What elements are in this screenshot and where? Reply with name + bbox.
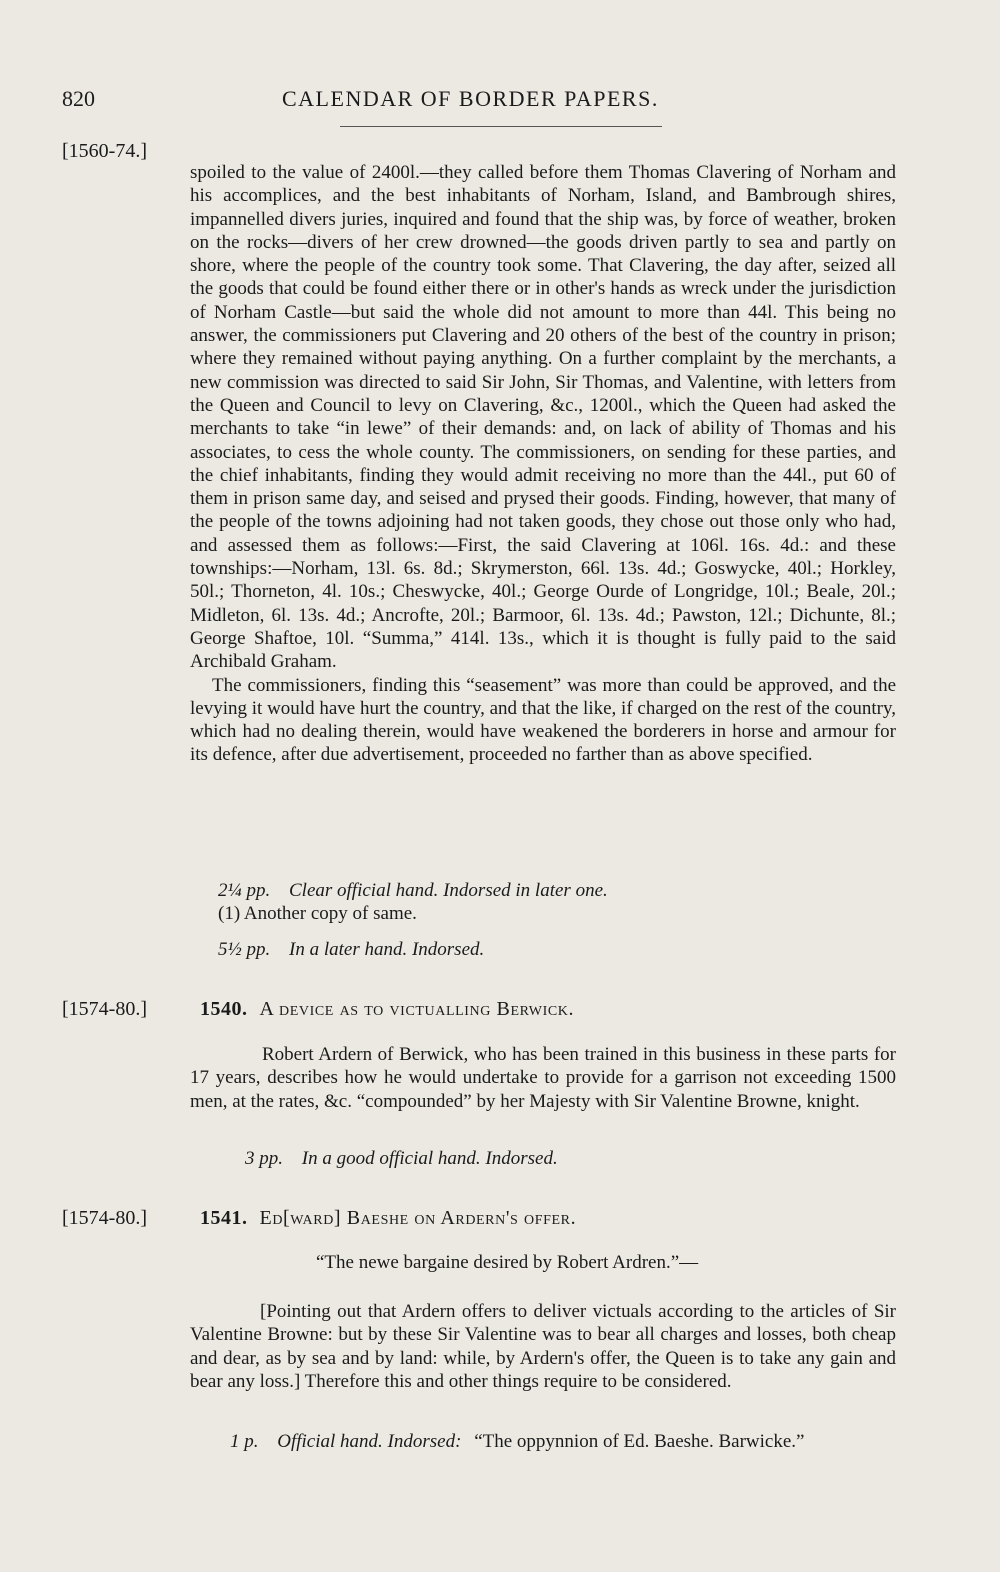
page-number: 820 <box>62 86 95 111</box>
running-head: CALENDAR OF BORDER PAPERS. <box>282 86 659 111</box>
note-pages-1541 <box>190 1430 896 1453</box>
entry-date-1560: [1560-74.] <box>62 140 147 162</box>
paragraph-2: The commissioners, finding this “seasement” was more than could be approved, and the levying it would have hurt the country, and that the like, if charged on the rest of the country, which had no dealing therein, would have weakened the borderers in horse and armour for its defence, after due advertisement, proceeded no farther than as above specified. <box>190 674 896 766</box>
note-pages-2 <box>218 939 484 961</box>
note-pages-1540 <box>245 1148 558 1170</box>
note-pages-count: 2¼ pp. <box>218 880 271 901</box>
entry-number: 1540. <box>200 998 248 1020</box>
entry-date-1541: [1574-80.] <box>62 1207 147 1229</box>
note-pages-count: 3 pp. <box>245 1148 283 1169</box>
note-pages-desc: Official hand. Indorsed: <box>277 1431 462 1452</box>
entry-body-prev <box>190 161 896 767</box>
entry-title-1541 <box>200 1207 576 1230</box>
note-copy: (1) Another copy of same. <box>218 903 417 924</box>
quote-line: “The newe bargaine desired by Robert Ardren.”— <box>316 1252 699 1273</box>
entry-title-1540 <box>200 998 574 1021</box>
note-pages-count: 5½ pp. <box>218 939 271 960</box>
paragraph: [Pointing out that Ardern offers to deliver victuals according to the articles of Sir Valentine Browne: but by these Sir Valentine was to bear all charges and losses, both cheap and dear, as by sea and by land: while, by Ardern's offer, the Queen is to take any gain and bear any loss.] Therefore this and other things require to be considered. <box>190 1301 896 1392</box>
paragraph: Robert Ardern of Berwick, who has been trained in this business in these parts for 17 years, describes how he would undertake to provide for a garrison not exceeding 1500 men, at the rates, &c. “compounded” by her Majesty with Sir Valentine Browne, knight. <box>190 1044 896 1112</box>
entry-number: 1541. <box>200 1207 248 1229</box>
entry-date-1540: [1574-80.] <box>62 998 147 1020</box>
entry-body-1541 <box>190 1300 896 1393</box>
note-pages-desc: Clear official hand. Indorsed in later one. <box>289 880 608 901</box>
note-pages-desc: In a later hand. Indorsed. <box>289 939 485 960</box>
entry-body-1540 <box>190 1043 896 1113</box>
note-pages-1 <box>218 880 608 902</box>
note-pages-count: 1 p. <box>230 1431 259 1452</box>
entry-heading: Ed[ward] Baeshe on Ardern's offer. <box>259 1207 577 1229</box>
paragraph-1: spoiled to the value of 2400l.—they called before them Thomas Clavering of Norham and his accomplices, and the best inhabitants of Norham, Island, and Bambrough shires, impannelled divers juries, inquired and found that the ship was, by force of weather, broken on the rocks—divers of her crew drowned—the goods driven partly to sea and partly on shore, where the people of the country took some. That Clavering, the day after, seized all the goods that could be found either there or in other's hands as wreck under the jurisdiction of Norham Castle—but said the whole did not amount to more than 44l. This being no answer, the commissioners put Clavering and 20 others of the best of the country in prison; where they remained without paying anything. On a further complaint by the merchants, a new commission was directed to said Sir John, Sir Thomas, and Valentine, with letters from the Queen and Council to levy on Clavering, &c., 1200l., which the Queen had asked the merchants to take “in lewe” of their demands: and, on lack of ability of Thomas and his associates, to cess the whole county. The commissioners, on sending for these parties, and the chief inhabitants, finding they would admit receiving no more than the 44l., put 60 of them in prison same day, and seised and prysed their goods. Finding, however, that many of the people of the towns adjoining had not taken goods, they chose out those only who had, and assessed them as follows:—First, the said Clavering at 106l. 16s. 4d.: and these townships:—Norham, 13l. 6s. 8d.; Skrymerston, 66l. 13s. 4d.; Goswycke, 40l.; Horkley, 50l.; Thorneton, 4l. 10s.; Cheswycke, 40l.; George Ourde of Longridge, 10l.; Beale, 20l.; Midleton, 6l. 13s. 4d.; Ancrofte, 20l.; Barmoor, 6l. 13s. 4d.; Pawston, 12l.; Dichunte, 8l.; George Shaftoe, 10l. “Summa,” 414l. 13s., which it is thought is fully paid to the said Archibald Graham. <box>190 162 896 673</box>
note-quote: “The oppynnion of Ed. Baeshe. Barwicke.” <box>474 1431 805 1452</box>
note-pages-desc: In a good official hand. Indorsed. <box>301 1148 558 1169</box>
header-rule <box>340 126 662 127</box>
entry-heading: A device as to victualling Berwick. <box>259 998 575 1020</box>
